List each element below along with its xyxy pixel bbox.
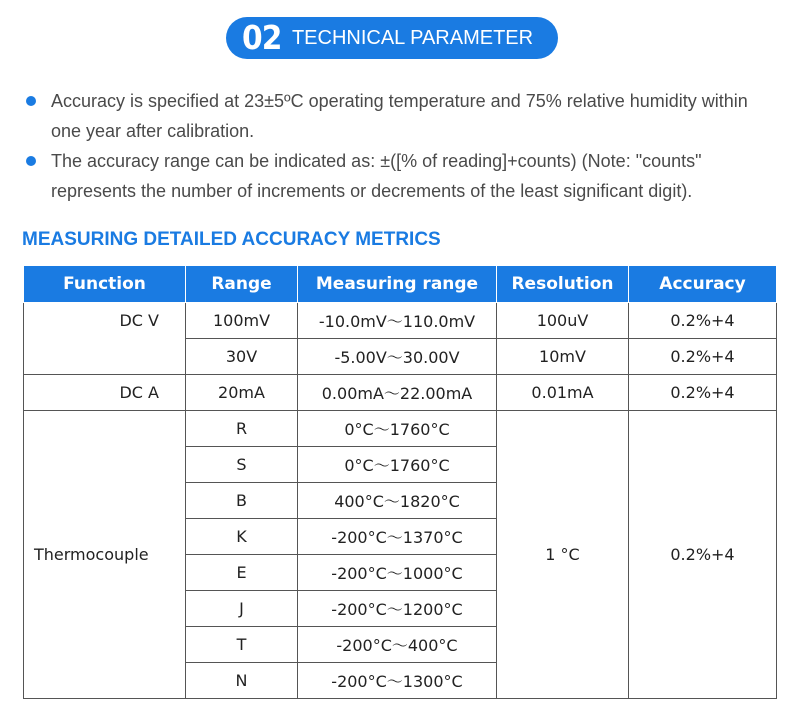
header-range: Range bbox=[186, 266, 298, 303]
table-title: MEASURING DETAILED ACCURACY METRICS bbox=[22, 229, 441, 250]
measuring-range-cell: -200°C～1200°C bbox=[298, 591, 497, 627]
range-cell: J bbox=[186, 591, 298, 627]
range-cell: 20mA bbox=[186, 375, 298, 411]
section-banner bbox=[226, 17, 558, 59]
header-resolution: Resolution bbox=[497, 266, 629, 303]
section-number: 02 bbox=[242, 18, 282, 57]
accuracy-cell: 0.2%+4 bbox=[629, 303, 777, 339]
accuracy-cell: 0.2%+4 bbox=[629, 339, 777, 375]
resolution-cell: 10mV bbox=[497, 339, 629, 375]
resolution-cell: 1 °C bbox=[497, 411, 629, 699]
header-function: Function bbox=[24, 266, 186, 303]
measuring-range-cell: -200°C～400°C bbox=[298, 627, 497, 663]
measuring-range-cell: -200°C～1370°C bbox=[298, 519, 497, 555]
range-cell: 30V bbox=[186, 339, 298, 375]
table-row bbox=[24, 411, 777, 447]
measuring-range-cell: -200°C～1300°C bbox=[298, 663, 497, 699]
range-cell: K bbox=[186, 519, 298, 555]
accuracy-notes bbox=[22, 86, 782, 206]
range-cell: E bbox=[186, 555, 298, 591]
bullet-dot-icon bbox=[26, 156, 36, 166]
accuracy-cell: 0.2%+4 bbox=[629, 411, 777, 699]
range-cell: N bbox=[186, 663, 298, 699]
header-accuracy: Accuracy bbox=[629, 266, 777, 303]
range-cell: S bbox=[186, 447, 298, 483]
resolution-cell: 0.01mA bbox=[497, 375, 629, 411]
measuring-range-cell: -200°C～1000°C bbox=[298, 555, 497, 591]
note-item bbox=[22, 86, 782, 146]
range-cell: B bbox=[186, 483, 298, 519]
function-cell: DC V bbox=[24, 303, 186, 375]
table-row bbox=[24, 303, 777, 339]
measuring-range-cell: 0.00mA～22.00mA bbox=[298, 375, 497, 411]
table-row bbox=[24, 375, 777, 411]
note-text: The accuracy range can be indicated as: ±([% of reading]+counts) (Note: "counts" represents the number of increments or decrements of the least significant digit). bbox=[51, 151, 702, 201]
table-header-row bbox=[24, 266, 777, 303]
range-cell: 100mV bbox=[186, 303, 298, 339]
measuring-range-cell: -5.00V～30.00V bbox=[298, 339, 497, 375]
accuracy-cell: 0.2%+4 bbox=[629, 375, 777, 411]
function-cell: DC A bbox=[24, 375, 186, 411]
measuring-range-cell: 400°C～1820°C bbox=[298, 483, 497, 519]
note-item bbox=[22, 146, 782, 206]
measuring-range-cell: 0°C～1760°C bbox=[298, 447, 497, 483]
measuring-range-cell: -10.0mV～110.0mV bbox=[298, 303, 497, 339]
note-text: Accuracy is specified at 23±5ºC operating temperature and 75% relative humidity within one year after calibration. bbox=[51, 91, 748, 141]
header-measuring-range: Measuring range bbox=[298, 266, 497, 303]
function-cell: Thermocouple bbox=[24, 411, 186, 699]
section-heading: TECHNICAL PARAMETER bbox=[291, 27, 534, 49]
bullet-dot-icon bbox=[26, 96, 36, 106]
resolution-cell: 100uV bbox=[497, 303, 629, 339]
range-cell: R bbox=[186, 411, 298, 447]
accuracy-table bbox=[23, 265, 777, 699]
measuring-range-cell: 0°C～1760°C bbox=[298, 411, 497, 447]
range-cell: T bbox=[186, 627, 298, 663]
